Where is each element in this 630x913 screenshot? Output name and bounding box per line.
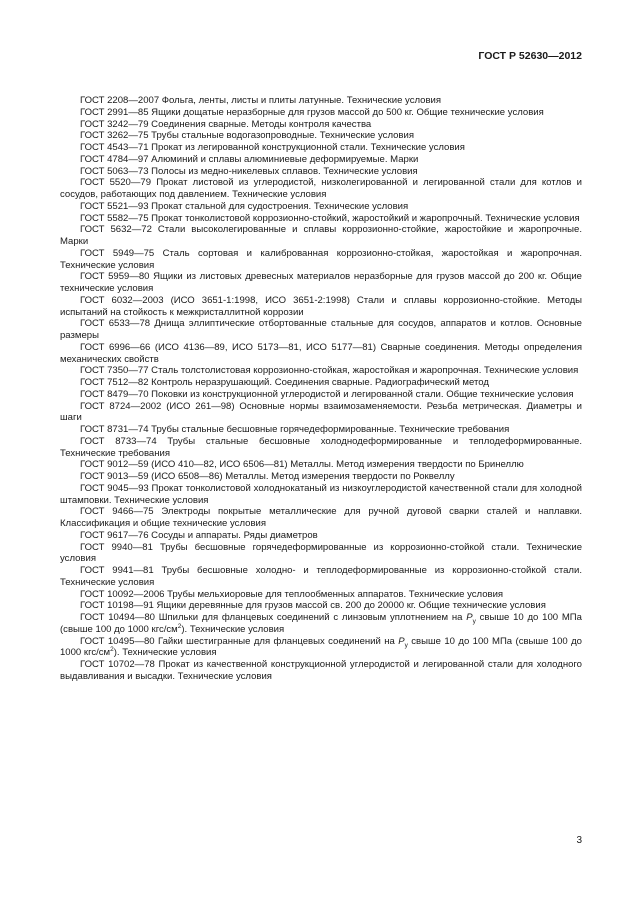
reference-item: ГОСТ 8479—70 Поковки из конструкционной углеродистой и легированной стали. Общие технические условия xyxy=(80,388,574,400)
reference-item: ГОСТ 6996—66 (ИСО 4136—89, ИСО 5173—81, ИСО 5177—81) Сварные соединения. Методы определения механических свойств xyxy=(60,341,582,365)
reference-item: ГОСТ 8733—74 Трубы стальные бесшовные холоднодеформированные и теплодеформированные. Технические требования xyxy=(60,435,582,459)
reference-item: ГОСТ 5520—79 Прокат листовой из углеродистой, низколегированной и легированной стали для котлов и сосудов, работающих под давлением. Технические условия xyxy=(60,177,582,200)
reference-item: ГОСТ 5063—73 Полосы из медно-никелевых сплавов. Технические условия xyxy=(80,165,418,177)
unit-superscript: 2 xyxy=(177,622,182,630)
reference-item: ГОСТ 3242—79 Соединения сварные. Методы контроля качества xyxy=(80,118,372,130)
references-list xyxy=(60,95,582,683)
reference-item-10494 xyxy=(60,612,582,636)
reference-item: ГОСТ 9617—76 Сосуды и аппараты. Ряды диаметров xyxy=(80,529,318,541)
reference-item: ГОСТ 9013—59 (ИСО 6508—86) Металлы. Метод измерения твердости по Роквеллу xyxy=(80,471,455,482)
reference-item: ГОСТ 5949—75 Сталь сортовая и калиброванная коррозионно-стойкая, жаростойкая и жаропрочная. Технические условия xyxy=(60,247,582,271)
reference-item: ГОСТ 9940—81 Трубы бесшовные горячедеформированные из коррозионно-стойкой стали. Технические условия xyxy=(60,541,582,565)
reference-item: ГОСТ 6032—2003 (ИСО 3651-1:1998, ИСО 3651-2:1998) Стали и сплавы коррозионно-стойкие. Методы испытаний на стойкость к межкристаллитной коррозии xyxy=(60,294,582,318)
reference-item: ГОСТ 9045—93 Прокат тонколистовой холоднокатаный из низкоуглеродистой качественной стали для холодной штамповки. Технические условия xyxy=(60,482,582,506)
reference-item: ГОСТ 4543—71 Прокат из легированной конструкционной стали. Технические условия xyxy=(80,142,465,153)
pressure-subscript: у xyxy=(472,617,476,625)
reference-item: ГОСТ 8731—74 Трубы стальные бесшовные горячедеформированные. Технические требования xyxy=(80,424,510,435)
reference-text: свыше 10 до 100 МПа (свыше 100 до 1000 кгс/см xyxy=(60,612,582,635)
pressure-subscript: у xyxy=(404,641,408,649)
reference-item: ГОСТ 2208—2007 Фольга, ленты, листы и плиты латунные. Технические условия xyxy=(80,95,442,106)
reference-text: ГОСТ 10495—80 Гайки шестигранные для фланцевых соединений на xyxy=(80,635,399,647)
reference-item: ГОСТ 5632—72 Стали высоколегированные и сплавы коррозионно-стойкие, жаростойкие и жаропрочные. Марки xyxy=(60,224,582,247)
pressure-symbol: P xyxy=(466,612,473,623)
page-number: 3 xyxy=(576,835,582,846)
reference-item: ГОСТ 7512—82 Контроль неразрушающий. Соединения сварные. Радиографический метод xyxy=(80,377,489,388)
reference-item: ГОСТ 9941—81 Трубы бесшовные холодно- и теплодеформированные из коррозионно-стойкой стали. Технические условия xyxy=(60,565,582,588)
reference-item: ГОСТ 10092—2006 Трубы мельхиоровые для теплообменных аппаратов. Технические условия xyxy=(80,588,504,600)
reference-item: ГОСТ 6533—78 Днища эллиптические отбортованные стальные для сосудов, аппаратов и котлов. Основные размеры xyxy=(60,318,582,341)
reference-item: ГОСТ 5959—80 Ящики из листовых древесных материалов неразборные для грузов массой до 200 кг. Общие технические условия xyxy=(60,271,582,294)
reference-item: ГОСТ 9466—75 Электроды покрытые металлические для ручной дуговой сварки сталей и наплавки. Классификация и общие технические условия xyxy=(60,506,582,529)
reference-text: ГОСТ 10494—80 Шпильки для фланцевых соединений с линзовым уплотнением на xyxy=(80,612,467,623)
reference-item: ГОСТ 10198—91 Ящики деревянные для грузов массой св. 200 до 20000 кг. Общие технические условия xyxy=(80,600,546,612)
reference-item: ГОСТ 4784—97 Алюминий и сплавы алюминиевые деформируемые. Марки xyxy=(80,153,419,165)
reference-text: ). Технические условия xyxy=(113,647,217,659)
reference-text: ). Технические условия xyxy=(181,623,285,635)
pressure-symbol: P xyxy=(398,635,405,647)
standard-header: ГОСТ Р 52630—2012 xyxy=(478,50,582,62)
unit-superscript: 2 xyxy=(110,646,114,654)
reference-item: ГОСТ 8724—2002 (ИСО 261—98) Основные нормы взаимозаменяемости. Резьба метрическая. Диаметры и шаги xyxy=(60,400,582,424)
reference-item: ГОСТ 3262—75 Трубы стальные водогазопроводные. Технические условия xyxy=(80,130,415,142)
reference-item: ГОСТ 5582—75 Прокат тонколистовой коррозионно-стойкий, жаростойкий и жаропрочный. Технические условия xyxy=(80,212,580,224)
reference-item: ГОСТ 9012—59 (ИСО 410—82, ИСО 6506—81) Металлы. Метод измерения твердости по Бринеллю xyxy=(80,459,524,471)
reference-item: ГОСТ 10702—78 Прокат из качественной конструкционной углеродистой и легированной стали для холодного выдавливания и высадки. Технические условия xyxy=(60,659,582,682)
reference-item: ГОСТ 5521—93 Прокат стальной для судостроения. Технические условия xyxy=(80,200,409,212)
reference-text: свыше 10 до 100 МПа (свыше 100 до 1000 кгс/см xyxy=(60,635,582,659)
reference-item-10495 xyxy=(60,636,582,660)
reference-item: ГОСТ 2991—85 Ящики дощатые неразборные для грузов массой до 500 кг. Общие технические условия xyxy=(80,106,544,118)
reference-item: ГОСТ 7350—77 Сталь толстолистовая коррозионно-стойкая, жаростойкая и жаропрочная. Технические условия xyxy=(80,365,579,377)
